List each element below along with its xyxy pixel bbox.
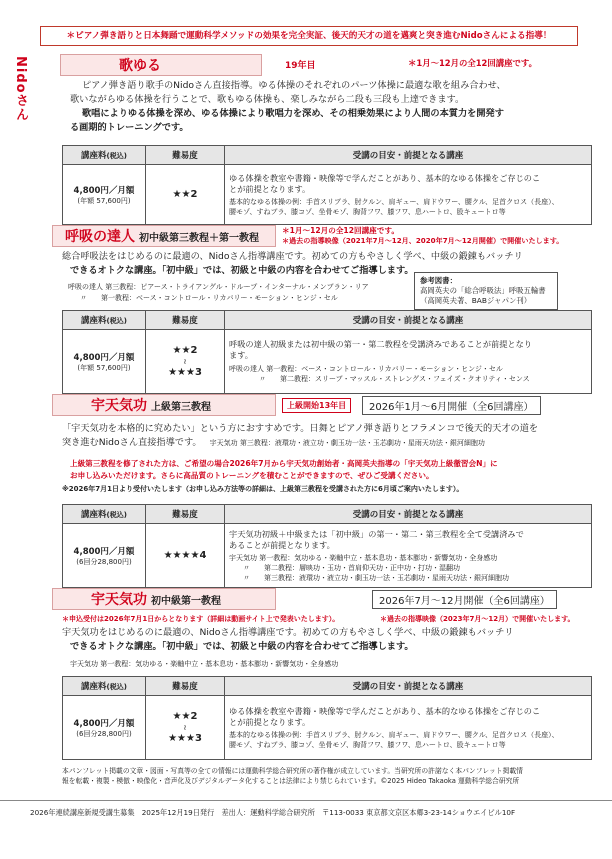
fee-cell: 4,800円／月額 (6回分28,800円) xyxy=(63,524,146,588)
section-title: 宇天気功 xyxy=(91,592,147,608)
section-utayuru-header xyxy=(60,54,262,76)
s3-r3: ※2026年7月1日より受付いたします（お申し込み方法等の詳細は、上級第三教程を受講された方に6月頃ご案内いたします）。 xyxy=(62,485,464,493)
s3-date-box: 2026年1月～6月開催（全6回講座） xyxy=(362,396,541,415)
fee-header: 講座料(税込) xyxy=(63,505,146,524)
level-cell: ★★★★4 xyxy=(146,524,225,588)
target-header: 受講の目安・前提となる講座 xyxy=(225,311,592,330)
s2-l1: 呼吸の達人 第三教程：ピアース・トライアングル・ドループ・インターナル・メンブラン・リア xyxy=(68,283,369,291)
section-title: 呼吸の達人 xyxy=(65,229,135,245)
level-header: 難易度 xyxy=(146,677,225,696)
s1-table xyxy=(62,145,592,225)
level-cell: ★★2 xyxy=(146,165,225,225)
target-cell: ゆる体操を教室や書籍・映像等で学んだことがあり、基本的なゆる体操をご存じのこ とが前提となります。 基本的なゆる体操の例：手首スリブラ、肘クルン、肩ギュー、肩ドウワー、腰クル、足首クロス（長座）、 腰モゾ、すねブラ、膝コゾ、坐骨モゾ、胸背フワ、膝フワ、息ハートロ、股キュートロ等 xyxy=(225,165,592,225)
target-header: 受講の目安・前提となる講座 xyxy=(225,677,592,696)
disclaimer: 本パンフレット掲載の文章・図面・写真等の全ての情報には運動科学総合研究所の著作権が成立しています。当研究所の許諾なく本パンフレット掲載情 報を転載・複製・模倣・映像化・音声化及びデジタルデータ化することは法律により禁じられています。©2025 Hideo Takaoka 運動科学総合研究所 xyxy=(62,767,523,785)
s1-p4: る画期的トレーニングです。 xyxy=(70,122,189,133)
level-header: 難易度 xyxy=(146,146,225,165)
s3-r2: お申し込みいただけます。さらに高品質のトレーニングを積むことができますので、ぜひご受講ください。 xyxy=(70,471,434,480)
footer-divider xyxy=(0,800,612,801)
s1-p2: 歌いながらゆる体操を行うことで、歌もゆる体操も、楽しみながら二段も三段も上達できます。 xyxy=(70,94,465,105)
s1-p3: 歌唱によりゆる体操を深め、ゆる体操により歌唱力を深め、その相乗効果により人間の本質力を開発す xyxy=(82,108,504,119)
level-cell: ★★2 ≀ ★★★3 xyxy=(146,330,225,394)
target-header: 受講の目安・前提となる講座 xyxy=(225,505,592,524)
section-uten-beginner-header: 宇天気功 初中級第一教程 xyxy=(52,588,276,610)
s2-l2: 〃 第一教程：ベース・コントロール・リカバリー・モーション・ヒンジ・セル xyxy=(80,294,338,302)
s3-p1: 「宇天気功を本格的に究めたい」という方におすすめです。日舞とピアノ弾き語りとフラメンコで後天的天才の道を xyxy=(62,423,539,434)
s2-note2: ＊過去の指導映像（2021年7月～12月、2020年7月～12月開催）で開催いたします。 xyxy=(282,236,564,245)
s4-n2: ＊過去の指導映像（2023年7月～12月）で開催いたします。 xyxy=(380,615,575,623)
fee-cell: 4,800円／月額 (年額 57,600円) xyxy=(63,330,146,394)
fee-cell: 4,800円／月額 (6回分28,800円) xyxy=(63,696,146,760)
target-cell: 宇天気功初級＋中級または「初中級」の第一・第二・第三教程を全て受講済みで あることが前提となります。 宇天気功 第一教程：気功ゆる・楽軸中立・基本息功・基本膨功・新響気功・全身感功 〃 第二教程：層映功・玉功・首肩仰天功・正中功・打功・湿翻功 〃 第三教程：液環功・液立功・劇玉功一法・玉芯劇功・星雨天功法・銀河細胞功 xyxy=(225,524,592,588)
advanced-start-tag: 上級開始13年目 xyxy=(282,398,351,413)
side-label: Nidoさん xyxy=(13,56,28,122)
target-cell: ゆる体操を教室や書籍・映像等で学んだことがあり、基本的なゆる体操をご存じのこ とが前提となります。 基本的なゆる体操の例：手首スリブラ、肘クルン、肩ギュー、肩ドウワー、腰クル、足首クロス（長座）、 腰モゾ、すねブラ、膝コゾ、坐骨モゾ、胸背フワ、膝フワ、息ハートロ、股キュートロ等 xyxy=(225,696,592,760)
s4-date-box: 2026年7月～12月開催（全6回講座） xyxy=(372,590,557,609)
level-cell: ★★2 ≀ ★★★3 xyxy=(146,696,225,760)
section-kokyu-header: 呼吸の達人 初中級第三教程＋第一教程 xyxy=(52,225,276,247)
fee-header: 講座料(税込) xyxy=(63,311,146,330)
target-header: 受講の目安・前提となる講座 xyxy=(225,146,592,165)
s3-r1: 上級第三教程を修了された方は、ご希望の場合2026年7月から宇天気功創始者・高岡英夫指導の「宇天気功上級徹習会N」に xyxy=(70,459,498,468)
s4-p2: できるオトクな講座。「初中級」では、初級と中級の内容を合わせてご指導します。 xyxy=(70,641,414,652)
s2-table xyxy=(62,310,592,394)
schedule-note: ＊1月～12月の全12回講座です。 xyxy=(408,58,537,68)
s3-table xyxy=(62,504,592,588)
s4-n1: ＊申込受付は2026年7月1日からとなります（詳細は動画サイト上で発表いたします）。 xyxy=(62,615,340,623)
fee-header: 講座料(税込) xyxy=(63,146,146,165)
s4-table xyxy=(62,676,592,760)
s1-p1: ピアノ弾き語り歌手のNidoさん直接指導。ゆる体操のそれぞれのパーツ体操に最適な歌を組み合わせ、 xyxy=(82,80,506,91)
section-uten-advanced-header: 宇天気功 上級第三教程 xyxy=(52,394,276,416)
year-label: 19年目 xyxy=(285,61,316,71)
footer-text: 2026年連続講座新規受講生募集 2025年12月19日発行 差出人：運動科学総合研究所 〒113-0033 東京都文京区本郷3-23-14ショウエイビル10F xyxy=(30,808,516,817)
s3-p2: 突き進むNidoさん直接指導です。 宇天気功 第三教程：液環功・液立功・劇玉功一法・玉芯劇功・星雨天功法・銀河細胞功 xyxy=(62,437,485,448)
s2-note1: ＊1月～12月の全12回講座です。 xyxy=(282,226,399,235)
top-banner: ＊ピアノ弾き語りと日本舞踊で運動科学メソッドの効果を完全実証、後天的天才の道を邁爽と突き進むNidoさんによる指導！ xyxy=(40,26,578,46)
fee-header: 講座料(税込) xyxy=(63,677,146,696)
section-title: 宇天気功 xyxy=(91,398,147,414)
level-header: 難易度 xyxy=(146,505,225,524)
level-header: 難易度 xyxy=(146,311,225,330)
reference-book-box: 参考図書： 高岡英夫の「総合呼吸法」呼吸五輪書 （高岡英夫著、BABジャパン刊） xyxy=(414,272,558,310)
s4-l1: 宇天気功 第一教程：気功ゆる・楽軸中立・基本息功・基本膨功・新響気功・全身感功 xyxy=(70,660,339,668)
section-title: 歌ゆる xyxy=(119,58,161,74)
s2-p1: 総合呼吸法をはじめるのに最適の、Nidoさん指導講座です。初めての方もやさしく学べ、中級の鍛錬もバッチリ xyxy=(62,251,523,262)
target-cell: 呼吸の達人初級または初中級の第一・第二教程を受講済みであることが前提となり ます。 呼吸の達人 第一教程：ベース・コントロール・リカバリー・モーション・ヒンジ・セル 〃 第二教程：スリーブ・マッスル・ストレングス・フェイズ・クオリティ・センス xyxy=(225,330,592,394)
fee-cell: 4,800円／月額 (年額 57,600円) xyxy=(63,165,146,225)
s4-p1: 宇天気功をはじめるのに最適の、Nidoさん指導講座です。初めての方もやさしく学べ、中級の鍛錬もバッチリ xyxy=(62,627,514,638)
s2-p2: できるオトクな講座。「初中級」では、初級と中級の内容を合わせてご指導します。 xyxy=(70,265,414,276)
